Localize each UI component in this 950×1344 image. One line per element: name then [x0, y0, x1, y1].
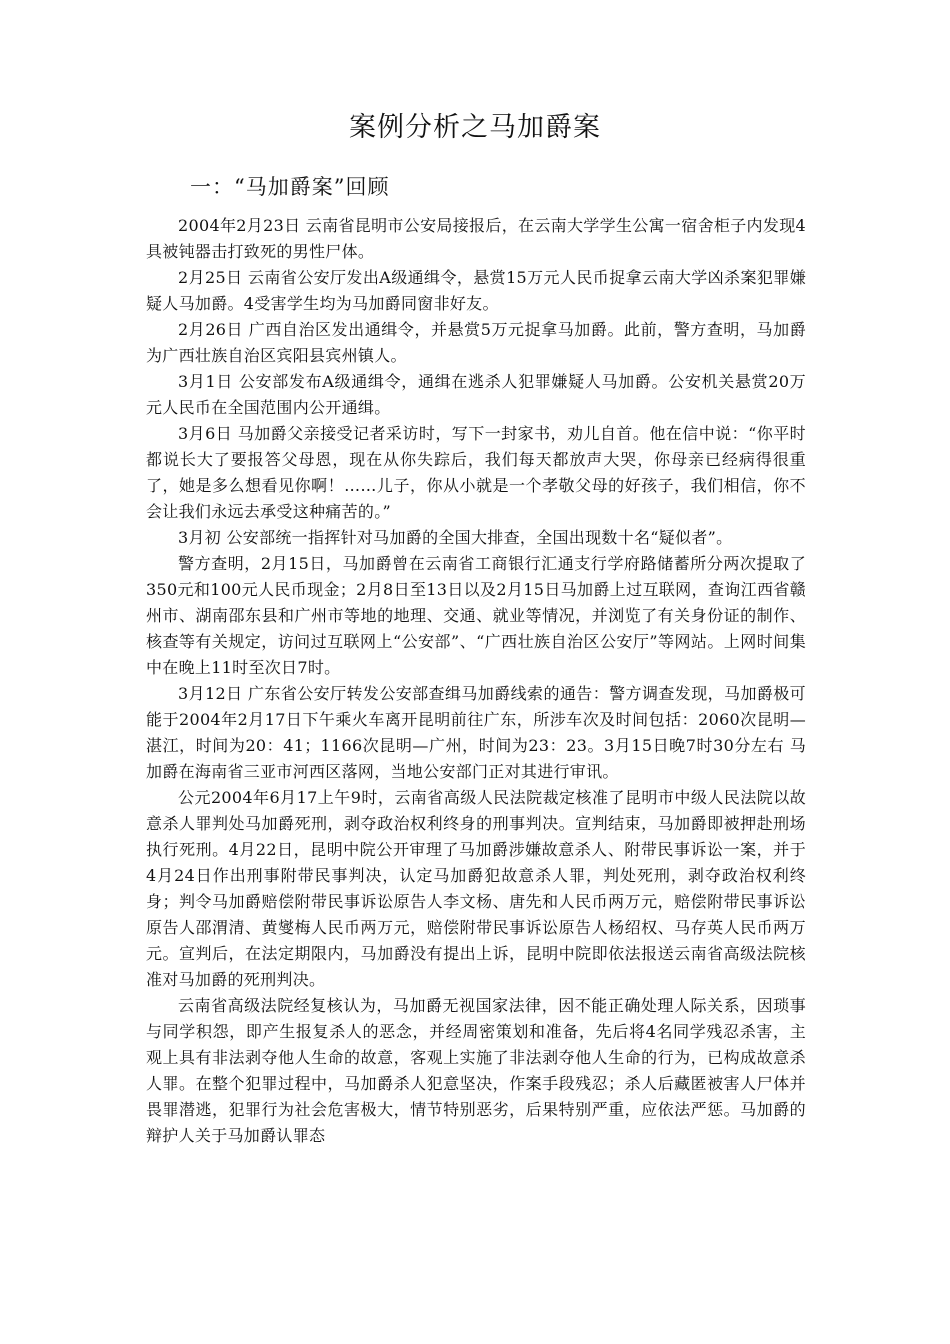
- paragraph: 云南省高级法院经复核认为，马加爵无视国家法律，因不能正确处理人际关系，因琐事与同学积怨，即产生报复杀人的恶念，并经周密策划和准备，先后将4名同学残忍杀害，主观上具有非法剥夺他人生命的故意，客观上实施了非法剥夺他人生命的行为，已构成故意杀人罪。在整个犯罪过程中，马加爵杀人犯意坚决，作案手段残忍；杀人后藏匿被害人尸体并畏罪潜逃，犯罪行为社会危害极大，情节特别恶劣，后果特别严重，应依法严惩。马加爵的辩护人关于马加爵认罪态: [146, 996, 806, 1145]
- paragraph: 2月26日 广西自治区发出通缉令，并悬赏5万元捉拿马加爵。此前，警方查明，马加爵为广西壮族自治区宾阳县宾州镇人。: [146, 320, 806, 365]
- paragraph: 3月初 公安部统一指挥针对马加爵的全国大排查，全国出现数十名“疑似者”。: [178, 528, 733, 547]
- paragraph: 2004年2月23日 云南省昆明市公安局接报后，在云南大学学生公寓一宿舍柜子内发现4具被钝器击打致死的男性尸体。: [146, 216, 806, 261]
- paragraph: 3月1日 公安部发布A级通缉令，通缉在逃杀人犯罪嫌疑人马加爵。公安机关悬赏20万元人民币在全国范围内公开通缉。: [146, 372, 806, 417]
- document-title: 案例分析之马加爵案: [349, 112, 601, 143]
- paragraph: 2月25日 云南省公安厅发出A级通缉令，悬赏15万元人民币捉拿云南大学凶杀案犯罪嫌疑人马加爵。4受害学生均为马加爵同窗非好友。: [146, 268, 806, 313]
- paragraph: 3月6日 马加爵父亲接受记者采访时，写下一封家书，劝儿自首。他在信中说：“你平时都说长大了要报答父母恩，现在从你失踪后，我们每天都放声大哭，你母亲已经病得很重了，她是多么想看见你啊！……儿子，你从小就是一个孝敬父母的好孩子，我们相信，你不会让我们永远去承受这种痛苦的。”: [146, 424, 806, 521]
- paragraph: 公元2004年6月17上午9时，云南省高级人民法院裁定核准了昆明市中级人民法院以故意杀人罪判处马加爵死刑，剥夺政治权利终身的刑事判决。宣判结束，马加爵即被押赴刑场执行死刑。4月22日，昆明中院公开审理了马加爵涉嫌故意杀人、附带民事诉讼一案，并于4月24日作出刑事附带民事判决，认定马加爵犯故意杀人罪，判处死刑，剥夺政治权利终身；判令马加爵赔偿附带民事诉讼原告人李文杨、唐先和人民币两万元，赔偿附带民事诉讼原告人邵渭清、黄燮梅人民币两万元，赔偿附带民事诉讼原告人杨绍权、马存英人民币两万元。宣判后，在法定期限内，马加爵没有提出上诉，昆明中院即依法报送云南省高级法院核准对马加爵的死刑判决。: [146, 788, 806, 989]
- section-heading: 一：“马加爵案”回顾: [190, 175, 390, 199]
- paragraph: 3月12日 广东省公安厅转发公安部查缉马加爵线索的通告：警方调查发现，马加爵极可能于2004年2月17日下午乘火车离开昆明前往广东，所涉车次及时间包括：2060次昆明—湛江，时间为20：41；1166次昆明—广州，时间为23：23。3月15日晚7时30分左右 马加爵在海南省三亚市河西区落网，当地公安部门正对其进行审讯。: [146, 684, 806, 781]
- paragraph: 警方查明，2月15日，马加爵曾在云南省工商银行汇通支行学府路储蓄所分两次提取了350元和100元人民币现金；2月8日至13日以及2月15日马加爵上过互联网，查询江西省赣州市、湖南邵东县和广州市等地的地理、交通、就业等情况，并浏览了有关身份证的制作、核查等有关规定，访问过互联网上“公安部”、“广西壮族自治区公安厅”等网站。上网时间集中在晚上11时至次日7时。: [146, 554, 806, 677]
- document-body: [146, 213, 806, 1149]
